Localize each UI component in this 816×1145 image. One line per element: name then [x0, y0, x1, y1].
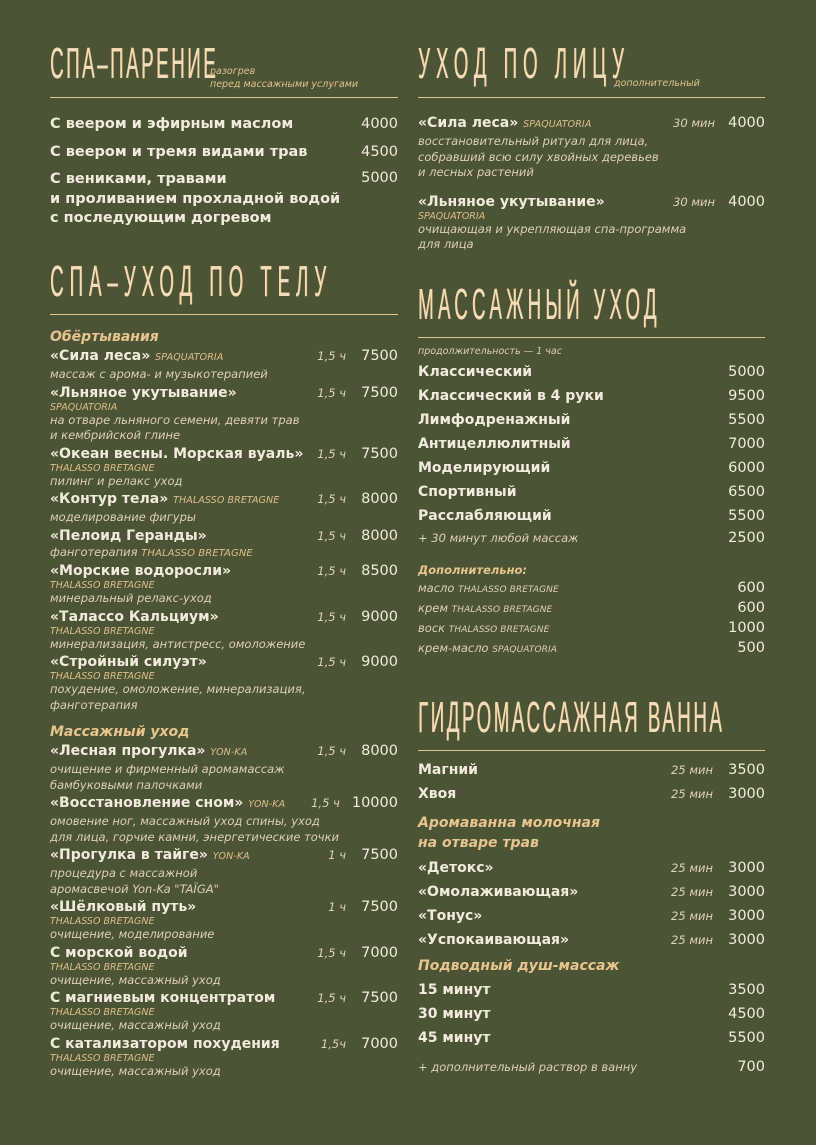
item-description: для лица, горчие камни, энергетические точки — [50, 829, 340, 844]
item-price: 7500 — [361, 445, 398, 462]
item-row — [50, 527, 398, 545]
brand-label: THALASSO BRETAGNE — [458, 585, 559, 595]
brand-label: THALASSO BRETAGNE — [50, 462, 155, 474]
item-price: 9000 — [361, 608, 398, 625]
menu-item — [418, 459, 765, 477]
item-name: «Успокаивающая» — [418, 932, 570, 948]
item-description — [50, 367, 398, 383]
section-title: СПА–ПАРЕНИЕ — [50, 38, 219, 88]
extra-title: крем-масло — [418, 641, 489, 655]
item-name: «Тонус» — [418, 908, 483, 924]
item-name — [50, 846, 328, 866]
item-name — [50, 1035, 321, 1053]
description-text: массаж с арома- и музыкотерапией — [50, 367, 268, 381]
body-massage-list — [50, 742, 398, 1079]
item-description — [50, 474, 398, 490]
face-care-header — [418, 38, 765, 98]
item-title: «Льняное укутывание» — [418, 193, 605, 210]
item-price: 7500 — [361, 990, 398, 1006]
menu-item — [418, 785, 765, 803]
item-price: 4000 — [361, 116, 398, 132]
item-price: 3500 — [728, 762, 765, 778]
item-name: Расслабляющий — [418, 508, 552, 524]
brand-label: SPAQUATORIA — [418, 210, 486, 222]
menu-item — [50, 989, 398, 1034]
brand-label: YON-KA — [212, 851, 250, 862]
item-name — [50, 490, 317, 510]
hydro-list — [418, 761, 765, 803]
menu-item — [418, 114, 765, 181]
item-row — [50, 1035, 398, 1053]
description-text: очищение, массажный уход — [50, 1063, 221, 1078]
item-price: 600 — [737, 580, 765, 596]
aroma-label-line: на отваре трав — [418, 835, 539, 851]
extra-title: масло — [418, 581, 455, 595]
note-line: разогрев — [210, 66, 256, 77]
item-row — [50, 562, 398, 580]
item-description: фанготерапия — [50, 697, 138, 712]
item-name — [50, 898, 328, 916]
massage-header — [418, 279, 765, 338]
brand-label: THALASSO BRETAGNE — [50, 671, 155, 682]
menu-item — [418, 507, 765, 525]
item-price: 10000 — [351, 795, 398, 811]
item-duration: 1,5 ч — [317, 655, 346, 669]
menu-item — [418, 859, 765, 877]
item-name — [50, 445, 317, 463]
item-price: 3500 — [728, 982, 765, 998]
aroma-label — [418, 813, 765, 853]
item-name — [50, 384, 317, 402]
item-title: «Сила леса» — [418, 115, 519, 131]
item-title: «Талассо Кальциум» — [50, 608, 219, 625]
item-price: 4000 — [728, 115, 765, 131]
item-description — [50, 591, 398, 607]
menu-item — [50, 527, 398, 562]
item-description: очищение и фирменный аромамассаж — [50, 762, 285, 776]
section-title: ГИДРОМАССАЖНАЯ ВАННА — [418, 692, 725, 742]
item-title: «Лесная прогулка» — [50, 743, 206, 759]
item-description — [50, 637, 398, 653]
menu-item — [418, 1005, 765, 1023]
item-duration: 1,5ч — [320, 1036, 346, 1051]
item-duration: 25 мин — [671, 861, 713, 875]
item-name: С веером и тремя видами трав — [50, 144, 308, 160]
brand-label: SPAQUATORIA — [50, 401, 118, 413]
item-duration: 1,5 ч — [317, 564, 346, 578]
menu-item — [50, 562, 398, 607]
item-price: 6000 — [728, 460, 765, 476]
note-line: перед массажными услугами — [210, 79, 359, 90]
item-name — [50, 653, 317, 671]
extra-item — [418, 639, 765, 659]
item-title: «Льняное укутывание» — [50, 384, 237, 401]
description-text: очищение, массажный уход — [50, 1018, 221, 1032]
item-name — [418, 114, 673, 134]
item-row — [50, 490, 398, 510]
menu-item — [50, 490, 398, 526]
item-duration: 1,5 ч — [317, 528, 346, 543]
item-price: 4000 — [728, 193, 765, 210]
item-name — [50, 989, 317, 1007]
item-name: Антицеллюлитный — [418, 436, 571, 452]
hydro-header — [418, 693, 765, 751]
item-duration: 1 ч — [328, 900, 346, 914]
aroma-label-line: Аромаванна молочная — [418, 815, 600, 831]
addon-row — [418, 529, 765, 547]
item-price: 8500 — [361, 563, 398, 579]
section-title: УХОД ПО ЛИЦУ — [418, 38, 630, 88]
menu-item — [50, 384, 398, 444]
item-description — [50, 973, 398, 989]
brand-label: THALASSO BRETAGNE — [448, 625, 550, 635]
addon-price: 700 — [737, 1059, 765, 1075]
item-row — [50, 347, 398, 367]
item-name — [50, 527, 317, 545]
brand-label: THALASSO BRETAGNE — [50, 580, 155, 591]
item-description: аромасвечой Yon-Ka "TAÏGA" — [50, 881, 219, 896]
menu-item — [418, 931, 765, 949]
extra-title: воск — [418, 621, 446, 635]
item-price: 7500 — [361, 899, 398, 915]
body-care-header — [50, 258, 398, 315]
item-name: Хвоя — [418, 786, 457, 802]
item-price: 9000 — [361, 654, 398, 670]
item-title: С морской водой — [50, 944, 188, 961]
menu-item — [50, 115, 398, 133]
menu-item — [418, 981, 765, 999]
item-name: 45 минут — [418, 1030, 491, 1046]
extra-item — [418, 599, 765, 619]
item-description: похудение, омоложение, минерализация, — [50, 682, 306, 696]
item-title: «Восстановление сном» — [50, 795, 244, 811]
item-title: С катализатором похудения — [50, 1035, 280, 1052]
item-description — [50, 927, 398, 943]
aroma-list — [418, 859, 765, 949]
item-row — [50, 898, 398, 916]
item-row — [50, 742, 398, 762]
item-name — [418, 193, 673, 211]
item-duration: 30 мин — [673, 116, 715, 130]
addon-price: 2500 — [728, 530, 765, 546]
item-name: 30 минут — [418, 1006, 491, 1022]
face-care-section — [418, 38, 765, 253]
item-name-line: с последующим догревом — [50, 210, 272, 226]
menu-item — [50, 608, 398, 653]
item-duration: 1,5 ч — [317, 609, 346, 624]
face-care-list — [418, 114, 765, 253]
item-row — [50, 445, 398, 463]
item-price: 3000 — [728, 786, 765, 802]
description-text: минерализация, антистресс, омоложение — [50, 636, 306, 651]
brand-label: SPAQUATORIA — [492, 645, 558, 655]
item-description — [50, 1018, 398, 1034]
section-title: МАССАЖНЫЙ УХОД — [418, 279, 661, 329]
item-description: для лица — [418, 237, 474, 251]
extra-item — [418, 619, 765, 639]
item-name — [50, 170, 361, 229]
item-name — [50, 347, 317, 367]
item-name-line: и проливанием прохладной водой — [50, 190, 341, 207]
item-row — [50, 384, 398, 402]
subsection-label: Массажный уход — [50, 724, 190, 740]
item-price: 5500 — [728, 412, 765, 428]
item-row — [418, 193, 765, 211]
menu-item — [418, 883, 765, 901]
item-name: Спортивный — [418, 484, 517, 500]
item-duration: 25 мин — [671, 763, 713, 777]
item-name: Моделирующий — [418, 460, 551, 476]
menu-item — [418, 907, 765, 925]
item-title: «Стройный силуэт» — [50, 654, 207, 670]
item-price: 7500 — [361, 847, 398, 863]
menu-item — [418, 411, 765, 429]
brand-label: YON-KA — [248, 799, 286, 810]
brand-label: THALASSO BRETAGNE — [173, 495, 280, 506]
item-name — [50, 742, 317, 762]
item-price: 5000 — [728, 364, 765, 380]
brand-label: THALASSO BRETAGNE — [50, 1052, 155, 1064]
item-price: 7000 — [361, 944, 398, 961]
item-name: С веером и эфирным маслом — [50, 116, 294, 132]
item-duration: 1,5 ч — [317, 744, 346, 758]
item-name: Классический в 4 руки — [418, 388, 604, 404]
item-row — [50, 794, 398, 814]
item-description — [50, 545, 398, 562]
addon-row — [418, 1058, 765, 1076]
menu-item — [50, 1035, 398, 1080]
item-duration: 25 мин — [671, 933, 713, 947]
item-price: 7000 — [728, 436, 765, 452]
extras-list — [418, 579, 765, 659]
item-price: 7500 — [361, 348, 398, 364]
menu-item — [50, 347, 398, 383]
item-duration: 1,5 ч — [317, 945, 346, 960]
body-care-section — [50, 258, 398, 1079]
brand-label: THALASSO BRETAGNE — [50, 1007, 155, 1018]
brand-label: THALASSO BRETAGNE — [50, 625, 155, 637]
description-text: моделирование фигуры — [50, 510, 196, 524]
item-duration: 1,5 ч — [317, 492, 346, 506]
item-price: 7000 — [361, 1035, 398, 1052]
shower-label: Подводный душ-массаж — [418, 958, 620, 974]
item-title: «Океан весны. Морская вуаль» — [50, 445, 304, 462]
item-price: 6500 — [728, 484, 765, 500]
item-name: «Детокс» — [418, 860, 494, 876]
spa-steam-header — [50, 38, 398, 98]
item-row — [50, 608, 398, 626]
item-title: «Прогулка в тайге» — [50, 847, 208, 863]
massage-list — [418, 363, 765, 525]
item-price: 8000 — [361, 527, 398, 544]
item-duration: 25 мин — [671, 909, 713, 923]
brand-label: YON-KA — [210, 747, 248, 758]
extra-name — [418, 619, 728, 639]
menu-item — [50, 794, 398, 845]
item-price: 9500 — [728, 388, 765, 404]
item-price: 3000 — [728, 860, 765, 876]
item-duration: 25 мин — [671, 787, 713, 801]
item-name: «Омолаживающая» — [418, 884, 579, 900]
item-name-line: С вениками, травами — [50, 171, 227, 187]
item-row — [50, 989, 398, 1007]
item-title: С магниевым концентратом — [50, 990, 276, 1006]
description-text: пилинг и релакс уход — [50, 473, 183, 488]
menu-item — [50, 445, 398, 490]
item-name — [50, 562, 317, 580]
brand-label: SPAQUATORIA — [523, 119, 592, 130]
menu-item — [418, 193, 765, 253]
item-price: 3000 — [728, 884, 765, 900]
brand-label: THALASSO BRETAGNE — [50, 916, 155, 927]
item-title: «Контур тела» — [50, 491, 169, 507]
menu-item — [50, 898, 398, 943]
item-description: очищающая и укрепляющая спа-программа — [418, 221, 687, 236]
menu-item — [418, 483, 765, 501]
description-text: очищение, моделирование — [50, 927, 215, 941]
item-row — [50, 944, 398, 962]
item-duration: 1,5 ч — [317, 446, 346, 461]
item-duration: 1,5 ч — [317, 385, 346, 400]
subsection-label: Обёртывания — [50, 329, 159, 345]
item-duration: 25 мин — [671, 885, 713, 899]
section-note — [210, 65, 358, 91]
menu-item — [418, 387, 765, 405]
item-description: собравший всю силу хвойных деревьев — [418, 149, 659, 164]
item-title: «Сила леса» — [50, 348, 151, 364]
brand-label: SPAQUATORIA — [155, 352, 224, 363]
item-description: восстановительный ритуал для лица, — [418, 134, 649, 148]
item-description — [50, 510, 398, 526]
item-duration: 1 ч — [328, 848, 346, 862]
description-text: очищение, массажный уход — [50, 972, 221, 987]
item-description: на отваре льняного семени, девяти трав — [50, 412, 300, 427]
extra-item — [418, 579, 765, 599]
item-name — [50, 944, 317, 962]
brand-label: THALASSO BRETAGNE — [50, 961, 155, 973]
extra-title: крем — [418, 601, 448, 615]
item-name: Классический — [418, 364, 533, 380]
item-name: Магний — [418, 762, 478, 778]
item-price: 5500 — [728, 508, 765, 524]
item-duration: 1,5 ч — [317, 991, 346, 1005]
item-price: 1000 — [728, 620, 765, 636]
duration-note: продолжительность — 1 час — [418, 346, 562, 357]
description-text: минеральный релакс-уход — [50, 591, 212, 605]
item-name — [50, 608, 317, 626]
menu-item — [50, 170, 398, 229]
item-duration: 30 мин — [673, 194, 715, 209]
menu-item — [50, 846, 398, 897]
wraps-list — [50, 347, 398, 713]
item-price: 500 — [737, 640, 765, 656]
extra-name — [418, 639, 737, 659]
section-title: СПА–УХОД ПО ТЕЛУ — [50, 256, 332, 306]
menu-item — [418, 363, 765, 381]
extras-label: Дополнительно: — [418, 563, 528, 577]
item-row — [50, 846, 398, 866]
item-title: «Пелоид Геранды» — [50, 527, 207, 544]
menu-item — [418, 1029, 765, 1047]
spa-steam-section — [50, 38, 398, 229]
item-name: Лимфодренажный — [418, 412, 571, 428]
menu-item — [50, 944, 398, 989]
brand-label: THALASSO BRETAGNE — [451, 605, 553, 615]
massage-section — [418, 279, 765, 659]
section-note: дополнительный — [614, 78, 700, 89]
item-price: 5000 — [361, 170, 398, 186]
item-price: 600 — [737, 600, 765, 616]
menu-item — [418, 761, 765, 779]
menu-item — [50, 653, 398, 713]
item-duration: 1,5 ч — [311, 796, 340, 810]
item-name: 15 минут — [418, 982, 491, 998]
item-description: бамбуковыми палочками — [50, 777, 203, 792]
item-description: процедура с массажной — [50, 866, 198, 880]
addon-name: + дополнительный раствор в ванну — [418, 1060, 638, 1074]
item-price: 5500 — [728, 1030, 765, 1046]
menu-item — [418, 435, 765, 453]
item-price: 7500 — [361, 384, 398, 401]
item-row — [418, 114, 765, 134]
item-price: 3000 — [728, 908, 765, 924]
brand-label: THALASSO BRETAGNE — [141, 547, 253, 559]
item-description: омовение ног, массажный уход спины, уход — [50, 814, 320, 828]
item-price: 4500 — [361, 144, 398, 160]
item-title: «Шёлковый путь» — [50, 899, 197, 915]
item-row — [50, 653, 398, 671]
item-price: 3000 — [728, 932, 765, 948]
item-title: «Морские водоросли» — [50, 563, 232, 579]
item-price: 4500 — [728, 1006, 765, 1022]
item-name — [50, 794, 311, 814]
hydro-section — [418, 693, 765, 1076]
extra-name — [418, 579, 737, 599]
item-price: 8000 — [361, 743, 398, 759]
description-text: фанготерапия — [50, 544, 138, 559]
item-description — [50, 1064, 398, 1080]
item-price: 8000 — [361, 491, 398, 507]
extra-name — [418, 599, 737, 619]
item-description: и лесных растений — [418, 165, 534, 179]
shower-list — [418, 981, 765, 1047]
menu-item — [50, 742, 398, 793]
item-description: и кембрийской глине — [50, 428, 181, 442]
menu-item — [50, 143, 398, 161]
addon-name: + 30 минут любой массаж — [418, 531, 579, 545]
item-duration: 1,5 ч — [317, 349, 346, 363]
